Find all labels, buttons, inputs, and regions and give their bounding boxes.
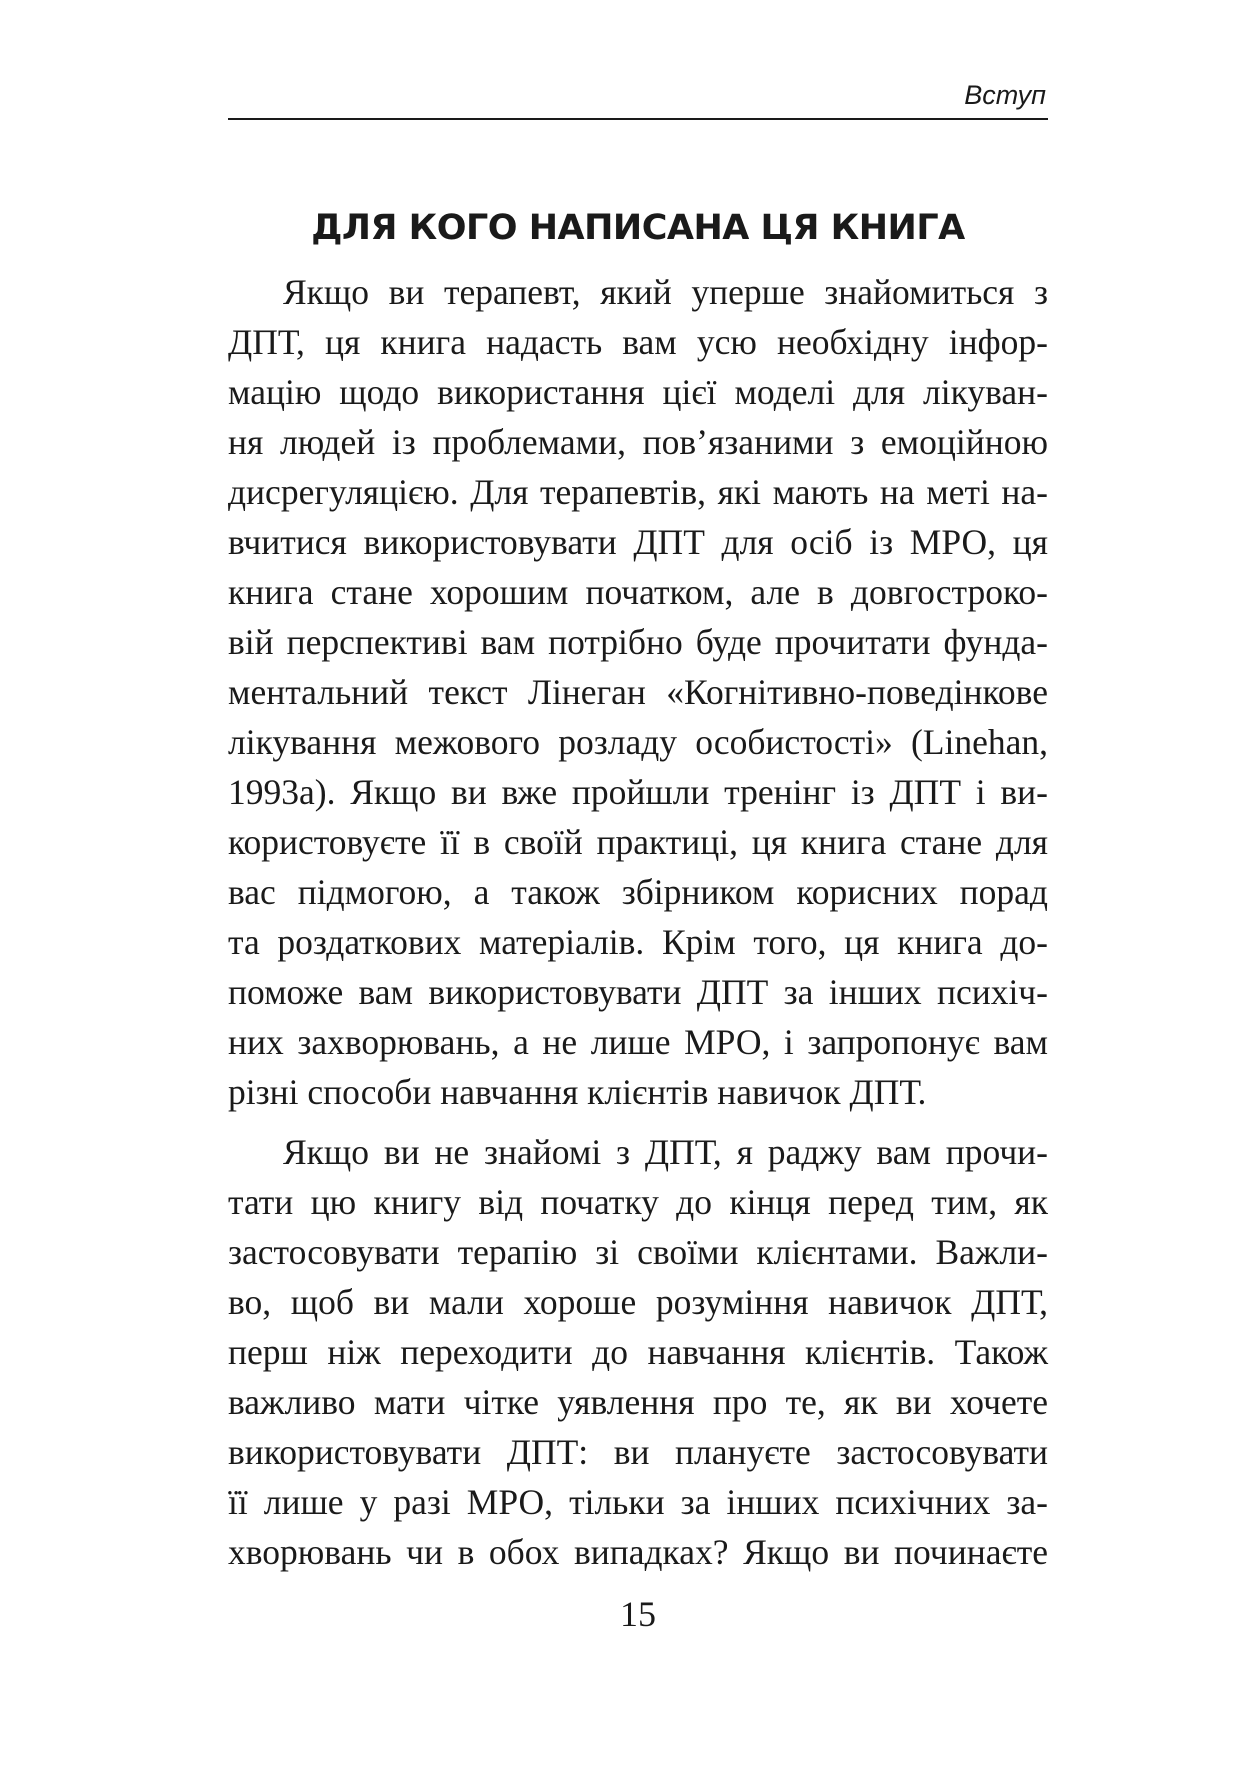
paragraph-1-line: ня людей із проблемами, пов’язаними з емоційною	[228, 422, 1048, 462]
paragraph-1-line: 1993a). Якщо ви вже пройшли тренінг із ДПТ і ви-	[228, 772, 1048, 812]
paragraph-2-line: Якщо ви не знайомі з ДПТ, я раджу вам прочи-	[283, 1132, 1048, 1172]
running-header-title: Вступ	[964, 80, 1046, 110]
paragraph-1-line: вас підмогою, а також збірником корисних порад	[228, 872, 1048, 912]
paragraph-1-line: вчитися використовувати ДПТ для осіб із МРО, ця	[228, 522, 1048, 562]
paragraph-1-line: різні способи навчання клієнтів навичок ДПТ.	[228, 1072, 927, 1112]
paragraph-1-line: ДПТ, ця книга надасть вам усю необхідну інфор-	[228, 322, 1048, 362]
paragraph-2-line: во, щоб ви мали хороше розуміння навичок ДПТ,	[228, 1282, 1048, 1322]
running-header	[228, 78, 1048, 120]
paragraph-1-line: дисрегуляцією. Для терапевтів, які мають на меті на-	[228, 472, 1048, 512]
paragraph-1-line: вій перспективі вам потрібно буде прочитати фунда-	[228, 622, 1048, 662]
paragraph-2-line: її лише у разі МРО, тільки за інших психічних за-	[228, 1482, 1048, 1522]
paragraph-2-line: важливо мати чітке уявлення про те, як ви хочете	[228, 1382, 1048, 1422]
paragraph-1-line: книга стане хорошим початком, але в довгостроко-	[228, 572, 1048, 612]
paragraph-2-line: тати цю книгу від початку до кінця перед тим, як	[228, 1182, 1048, 1222]
paragraph-2-line: використовувати ДПТ: ви плануєте застосовувати	[228, 1432, 1048, 1472]
paragraph-1-line: лікування межового розладу особистості» (Linehan,	[228, 722, 1048, 762]
paragraph-1-line: них захворювань, а не лише МРО, і запропонує вам	[228, 1022, 1048, 1062]
paragraph-1-line: мацію щодо використання цієї моделі для лікуван-	[228, 372, 1048, 412]
paragraph-1-line: поможе вам використовувати ДПТ за інших психіч-	[228, 972, 1048, 1012]
chapter-title: ДЛЯ КОГО НАПИСАНА ЦЯ КНИГА	[311, 208, 965, 248]
paragraph-2-line: хворювань чи в обох випадках? Якщо ви починаєте	[228, 1532, 1048, 1572]
paragraph-1-line: Якщо ви терапевт, який уперше знайомиться з	[283, 272, 1048, 312]
paragraph-1-line: користовуєте її в своїй практиці, ця книга стане для	[228, 822, 1048, 862]
page-number: 15	[620, 1594, 656, 1634]
paragraph-1-line: ментальний текст Лінеган «Когнітивно-поведінкове	[228, 672, 1048, 712]
paragraph-1-line: та роздаткових матеріалів. Крім того, ця книга до-	[228, 922, 1048, 962]
paragraph-2-line: перш ніж переходити до навчання клієнтів. Також	[228, 1332, 1048, 1372]
paragraph-2-line: застосовувати терапію зі своїми клієнтами. Важли-	[228, 1232, 1048, 1272]
